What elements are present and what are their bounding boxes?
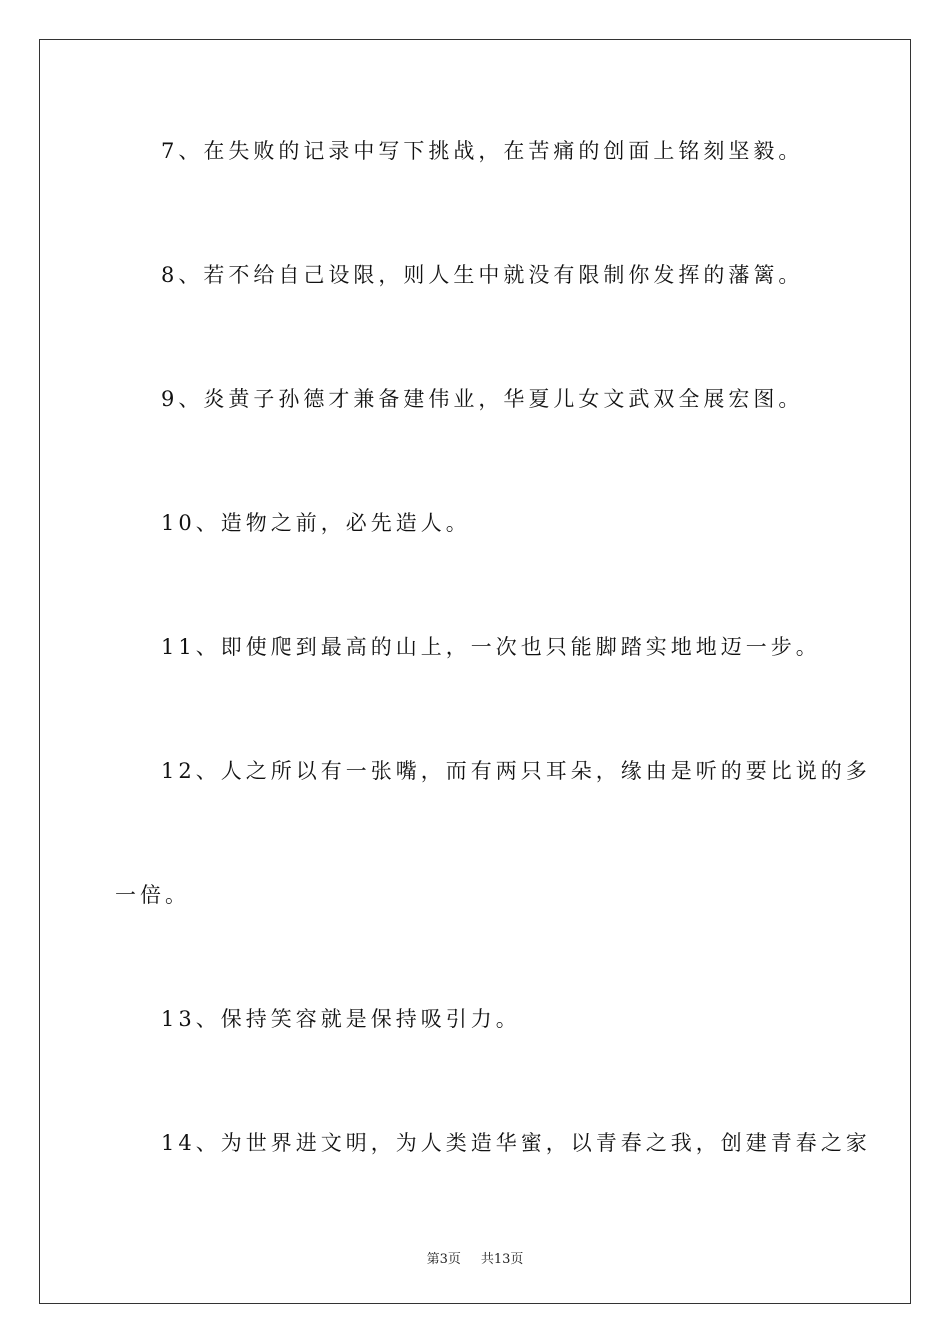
page-frame (39, 39, 911, 1304)
paragraph-11: 11、即使爬到最高的山上，一次也只能脚踏实地地迈一步。 (161, 635, 821, 659)
paragraph-10: 10、造物之前，必先造人。 (161, 511, 471, 535)
page-total: 共13页 (480, 1252, 524, 1267)
paragraph-14: 14、为世界进文明，为人类造华蜜，以青春之我，创建青春之家 (161, 1131, 871, 1155)
paragraph-7: 7、在失败的记录中写下挑战，在苦痛的创面上铭刻坚毅。 (161, 139, 804, 163)
paragraph-12-continued: 一倍。 (115, 883, 190, 907)
page-number: 第3页 (426, 1252, 461, 1267)
paragraph-8: 8、若不给自己设限，则人生中就没有限制你发挥的藩篱。 (161, 263, 804, 287)
page-footer (0, 1248, 950, 1267)
paragraph-12: 12、人之所以有一张嘴，而有两只耳朵，缘由是听的要比说的多 (161, 759, 871, 783)
paragraph-9: 9、炎黄子孙德才兼备建伟业，华夏儿女文武双全展宏图。 (161, 387, 804, 411)
paragraph-13: 13、保持笑容就是保持吸引力。 (161, 1007, 521, 1031)
